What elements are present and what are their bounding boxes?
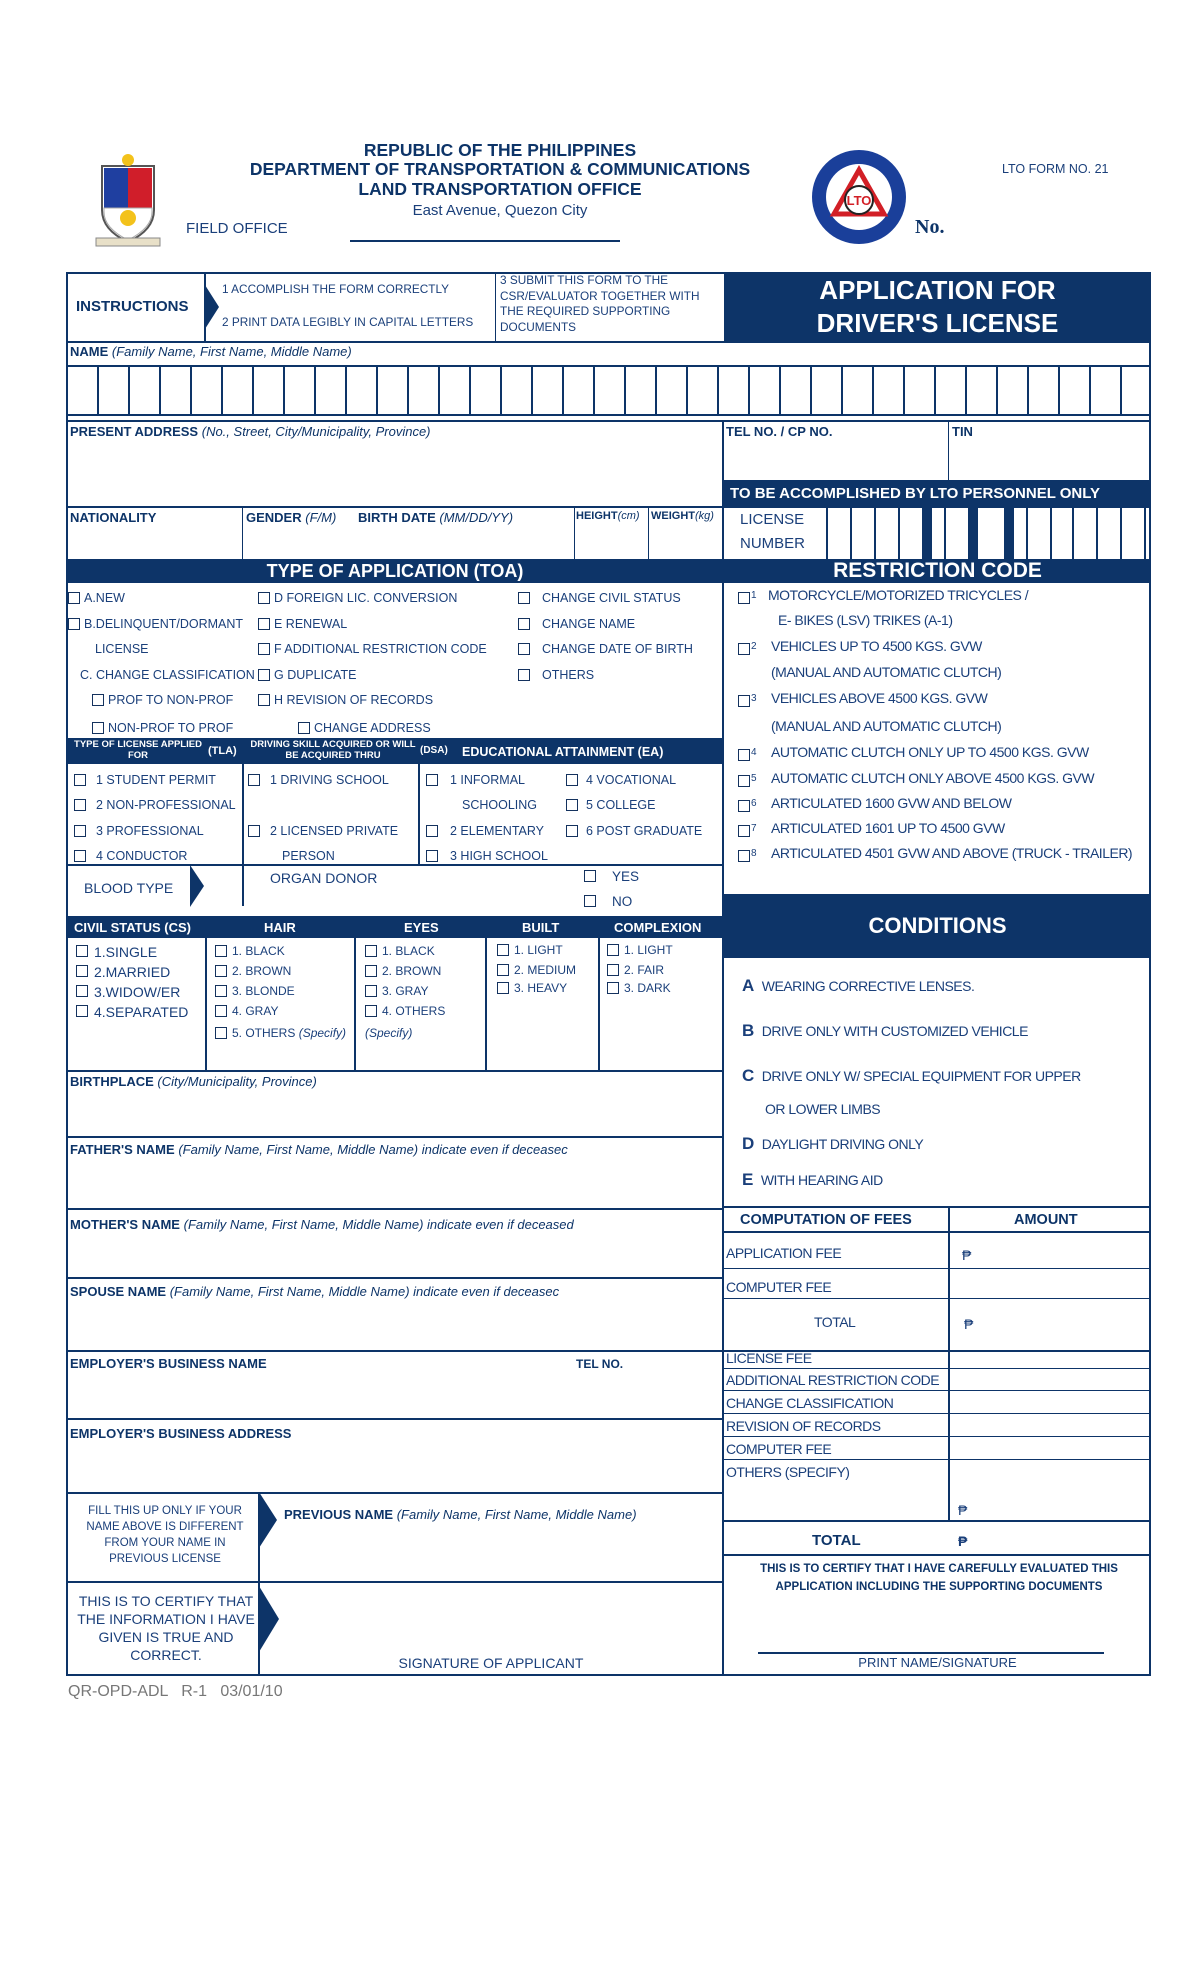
name-box-divider <box>159 366 161 415</box>
toa-renewal[interactable]: E RENEWAL <box>274 617 347 631</box>
name-box-divider <box>97 366 99 415</box>
gender-label: GENDER (F/M) <box>246 510 337 525</box>
dsa-private[interactable]: 2 LICENSED PRIVATE <box>270 824 398 838</box>
name-box-divider <box>624 366 626 415</box>
fee-revision: REVISION OF RECORDS <box>726 1418 881 1434</box>
name-box-divider <box>128 366 130 415</box>
restriction-3[interactable]: 3 VEHICLES ABOVE 4500 KGS. GVW <box>771 690 987 706</box>
restriction-6[interactable]: 6 ARTICULATED 1600 GVW AND BELOW <box>771 795 1011 811</box>
certify-statement: THIS IS TO CERTIFY THAT THE INFORMATION I HAVE GIVEN IS TRUE AND CORRECT. <box>77 1593 255 1663</box>
dsa-driving-school[interactable]: 1 DRIVING SCHOOL <box>270 773 389 787</box>
ea-elementary[interactable]: 2 ELEMENTARY <box>450 824 544 838</box>
ea-postgrad[interactable]: 6 POST GRADUATE <box>586 824 702 838</box>
cs-single[interactable]: 1.SINGLE <box>94 944 157 960</box>
instruction-step-2: 2 PRINT DATA LEGIBLY IN CAPITAL LETTERS <box>222 315 474 329</box>
restriction-1[interactable]: 1 MOTORCYCLE/MOTORIZED TRICYCLES / <box>768 587 1028 603</box>
application-title-line-1: APPLICATION FOR <box>819 275 1056 305</box>
complexion-fair[interactable]: 2. FAIR <box>624 963 664 977</box>
tla-title: TYPE OF LICENSE APPLIED FOR <box>74 739 202 761</box>
present-address-label: PRESENT ADDRESS (No., Street, City/Municipality, Province) <box>70 424 431 439</box>
tin-label: TIN <box>952 424 973 439</box>
application-title-box <box>724 272 1151 342</box>
built-medium[interactable]: 2. MEDIUM <box>514 963 576 977</box>
employer-name-label: EMPLOYER'S BUSINESS NAME <box>70 1356 267 1371</box>
lto-logo-icon <box>810 148 908 246</box>
fill-up-note: FILL THIS UP ONLY IF YOUR NAME ABOVE IS DIFFERENT FROM YOUR NAME IN PREVIOUS LICENSE <box>86 1505 244 1565</box>
blood-type-arrow <box>190 865 204 907</box>
ea-college[interactable]: 5 COLLEGE <box>586 798 655 812</box>
tla-pro[interactable]: 3 PROFESSIONAL <box>96 824 204 838</box>
mother-label: MOTHER'S NAME (Family Name, First Name, Middle Name) indicate even if deceased <box>70 1217 574 1232</box>
field-office-line <box>350 240 620 242</box>
fee-additional: ADDITIONAL RESTRICTION CODE <box>726 1372 940 1388</box>
evaluated-statement: THIS IS TO CERTIFY THAT I HAVE CAREFULLY EVALUATED THIS APPLICATION INCLUDING THE SUPPORTING DOCUMENTS <box>760 1563 1118 1593</box>
restriction-2-cont: (MANUAL AND AUTOMATIC CLUTCH) <box>771 664 1002 680</box>
name-box-divider <box>252 366 254 415</box>
fee-total-1: TOTAL <box>814 1314 856 1330</box>
print-name-label: PRINT NAME/SIGNATURE <box>858 1655 1017 1670</box>
form-number: LTO FORM NO. 21 <box>1002 162 1109 176</box>
lto-logo-text: LTO <box>846 193 872 208</box>
restriction-1-cont: E- BIKES (LSV) TRIKES (A-1) <box>778 612 953 628</box>
name-box-divider <box>779 366 781 415</box>
fee-grand-total-peso: ₱ <box>958 1533 967 1549</box>
hair-brown[interactable]: 2. BROWN <box>232 964 291 978</box>
toa-others[interactable]: OTHERS <box>542 668 594 682</box>
fee-computer: COMPUTER FEE <box>726 1279 832 1295</box>
restriction-8[interactable]: 8 ARTICULATED 4501 GVW AND ABOVE (TRUCK - TRAILER) <box>771 845 1132 861</box>
instructions-arrow <box>205 285 219 329</box>
center-divider <box>722 559 724 1676</box>
instructions-title: INSTRUCTIONS <box>76 298 189 315</box>
name-box-divider <box>531 366 533 415</box>
conditions-bar: CONDITIONS <box>724 894 1151 958</box>
toa-change-classification: C. CHANGE CLASSIFICATION <box>80 668 255 682</box>
restriction-7[interactable]: 7 ARTICULATED 1601 UP TO 4500 GVW <box>771 820 1005 836</box>
application-title-line-2: DRIVER'S LICENSE <box>816 308 1059 338</box>
header-republic: REPUBLIC OF THE PHILIPPINES <box>363 140 637 160</box>
license-box-divider <box>874 506 876 560</box>
license-box-divider <box>968 506 978 560</box>
name-box-divider <box>965 366 967 415</box>
organ-donor-label: ORGAN DONOR <box>270 870 378 886</box>
license-box-divider <box>1096 506 1098 560</box>
built-heavy[interactable]: 3. HEAVY <box>514 981 567 995</box>
dsa-title: DRIVING SKILL ACQUIRED OR WILL BE ACQUIRED THRU <box>250 739 416 761</box>
name-box-divider <box>283 366 285 415</box>
license-box-divider <box>898 506 900 560</box>
license-box-divider <box>1120 506 1122 560</box>
name-box-divider <box>748 366 750 415</box>
name-box-divider <box>314 366 316 415</box>
license-number-label: LICENSE NUMBER <box>740 511 806 552</box>
signature-label: SIGNATURE OF APPLICANT <box>398 1655 584 1671</box>
fee-others: OTHERS (SPECIFY) <box>726 1464 850 1480</box>
cs-married[interactable]: 2.MARRIED <box>94 964 170 980</box>
hair-others[interactable]: 5. OTHERS (Specify) <box>232 1026 346 1040</box>
ea-informal-cont: SCHOOLING <box>462 798 538 812</box>
cs-widow[interactable]: 3.WIDOW/ER <box>94 984 180 1000</box>
height-label: HEIGHT(cm) <box>576 510 640 522</box>
name-box-divider <box>1027 366 1029 415</box>
license-box-divider <box>1144 506 1146 560</box>
father-label: FATHER'S NAME (Family Name, First Name, Middle Name) indicate even if deceasec <box>70 1142 568 1157</box>
name-box-divider <box>934 366 936 415</box>
lto-personnel-bar: TO BE ACCOMPLISHED BY LTO PERSONNEL ONLY <box>724 480 1151 506</box>
previous-name-label: PREVIOUS NAME (Family Name, First Name, Middle Name) <box>284 1507 637 1522</box>
name-box-divider <box>345 366 347 415</box>
license-box-divider <box>922 506 932 560</box>
certify-arrow <box>259 1586 279 1652</box>
toa-new[interactable]: A.NEW <box>84 591 125 605</box>
name-box-divider <box>872 366 874 415</box>
name-box-divider <box>221 366 223 415</box>
ea-highschool[interactable]: 3 HIGH SCHOOL <box>450 849 548 863</box>
complexion-light[interactable]: 1. LIGHT <box>624 943 673 957</box>
complexion-dark[interactable]: 3. DARK <box>624 981 671 995</box>
toa-prof-to-nonprof[interactable]: PROF TO NON-PROF <box>108 693 233 707</box>
eyes-specify: (Specify) <box>365 1026 413 1040</box>
header-department: DEPARTMENT OF TRANSPORTATION & COMMUNICATIONS <box>249 159 751 179</box>
toa-change-address[interactable]: CHANGE ADDRESS <box>314 721 431 735</box>
ea-title: EDUCATIONAL ATTAINMENT (EA) <box>462 745 664 759</box>
hair-black[interactable]: 1. BLACK <box>232 944 285 958</box>
toa-foreign[interactable]: D FOREIGN LIC. CONVERSION <box>274 591 457 605</box>
fees-title: COMPUTATION OF FEES <box>740 1212 912 1228</box>
name-box-divider <box>500 366 502 415</box>
license-box-divider <box>1050 506 1052 560</box>
tla-conductor[interactable]: 4 CONDUCTOR <box>96 849 187 863</box>
name-box-divider <box>438 366 440 415</box>
hair-gray[interactable]: 4. GRAY <box>232 1004 278 1018</box>
name-box-divider <box>562 366 564 415</box>
name-box-divider <box>593 366 595 415</box>
name-box-divider <box>190 366 192 415</box>
cs-separated[interactable]: 4.SEPARATED <box>94 1004 188 1020</box>
toa-delinquent-cont: LICENSE <box>95 642 149 656</box>
restriction-4[interactable]: 4 AUTOMATIC CLUTCH ONLY UP TO 4500 KGS. GVW <box>771 744 1089 760</box>
birthplace-label: BIRTHPLACE (City/Municipality, Province) <box>70 1074 317 1089</box>
tla-code: (TLA) <box>208 745 237 757</box>
built-title: BUILT <box>522 920 560 935</box>
toa-delinquent[interactable]: B.DELINQUENT/DORMANT <box>84 617 243 631</box>
spouse-label: SPOUSE NAME (Family Name, First Name, Middle Name) indicate even if deceasec <box>70 1284 560 1299</box>
hair-title: HAIR <box>264 920 296 935</box>
fee-grand-total: TOTAL <box>812 1532 861 1549</box>
condition-c: C DRIVE ONLY W/ SPECIAL EQUIPMENT FOR UPPER <box>742 1066 1081 1085</box>
name-box-divider <box>996 366 998 415</box>
condition-b: B DRIVE ONLY WITH CUSTOMIZED VEHICLE <box>742 1021 1028 1040</box>
blood-type-label: BLOOD TYPE <box>84 880 174 896</box>
fee-application-peso: ₱ <box>962 1247 971 1263</box>
employer-address-label: EMPLOYER'S BUSINESS ADDRESS <box>70 1426 292 1441</box>
fee-computer-2: COMPUTER FEE <box>726 1441 832 1457</box>
toa-revision[interactable]: H REVISION OF RECORDS <box>274 693 433 707</box>
toa-change-dob[interactable]: CHANGE DATE OF BIRTH <box>542 642 693 656</box>
restriction-code-bar: RESTRICTION CODE <box>724 559 1151 583</box>
tla-nonpro[interactable]: 2 NON-PROFESSIONAL <box>96 798 236 812</box>
eyes-black[interactable]: 1. BLACK <box>382 944 435 958</box>
name-input-boxes[interactable] <box>66 366 1151 415</box>
fee-total-1-peso: ₱ <box>964 1316 973 1332</box>
fees-amount-title: AMOUNT <box>1014 1212 1078 1228</box>
toa-nonprof-to-prof[interactable]: NON-PROF TO PROF <box>108 721 233 735</box>
license-box-divider <box>850 506 852 560</box>
condition-e: E WITH HEARING AID <box>742 1170 883 1189</box>
name-box-divider <box>686 366 688 415</box>
name-box-divider <box>469 366 471 415</box>
header-address: East Avenue, Quezon City <box>412 202 588 219</box>
ea-informal[interactable]: 1 INFORMAL <box>450 773 525 787</box>
license-box-divider <box>1026 506 1028 560</box>
header-office: LAND TRANSPORTATION OFFICE <box>358 179 642 199</box>
instruction-step-3: 3 SUBMIT THIS FORM TO THE CSR/EVALUATOR TOGETHER WITH THE REQUIRED SUPPORTING DOCUMENTS <box>500 273 700 334</box>
license-box-divider <box>1072 506 1074 560</box>
name-box-divider <box>1120 366 1122 415</box>
previous-name-arrow <box>259 1492 277 1548</box>
name-box-divider <box>1058 366 1060 415</box>
name-box-divider <box>655 366 657 415</box>
dsa-private-cont: PERSON <box>282 849 335 863</box>
eyes-title: EYES <box>404 920 439 935</box>
name-box-divider <box>841 366 843 415</box>
restriction-2[interactable]: 2 VEHICLES UP TO 4500 KGS. GVW <box>771 638 982 654</box>
condition-a: A WEARING CORRECTIVE LENSES. <box>742 976 975 995</box>
condition-c-cont: OR LOWER LIMBS <box>765 1101 881 1117</box>
restriction-5[interactable]: 5 AUTOMATIC CLUTCH ONLY ABOVE 4500 KGS. GVW <box>771 770 1094 786</box>
fee-others-peso: ₱ <box>958 1502 967 1518</box>
tla-student[interactable]: 1 STUDENT PERMIT <box>96 773 216 787</box>
license-box-divider <box>826 506 828 560</box>
instruction-step-1: 1 ACCOMPLISH THE FORM CORRECTLY <box>222 282 450 296</box>
no-label: No. <box>915 216 945 238</box>
name-box-divider <box>717 366 719 415</box>
name-box-divider <box>903 366 905 415</box>
toa-additional[interactable]: F ADDITIONAL RESTRICTION CODE <box>274 642 487 656</box>
eyes-brown[interactable]: 2. BROWN <box>382 964 441 978</box>
nationality-label: NATIONALITY <box>70 510 157 525</box>
name-box-divider <box>1089 366 1091 415</box>
condition-d: D DAYLIGHT DRIVING ONLY <box>742 1134 924 1153</box>
cs-title: CIVIL STATUS (CS) <box>74 920 191 935</box>
ea-vocational[interactable]: 4 VOCATIONAL <box>586 773 676 787</box>
license-number-boxes[interactable] <box>826 506 1151 560</box>
toa-change-civil[interactable]: CHANGE CIVIL STATUS <box>542 591 681 605</box>
hair-blonde[interactable]: 3. BLONDE <box>232 984 295 998</box>
eyes-others[interactable]: 4. OTHERS <box>382 1004 445 1018</box>
eyes-gray[interactable]: 3. GRAY <box>382 984 428 998</box>
toa-change-name[interactable]: CHANGE NAME <box>542 617 635 631</box>
tel-label: TEL NO. / CP NO. <box>726 424 833 439</box>
footer-code: QR-OPD-ADL R-1 03/01/10 <box>68 1683 283 1700</box>
built-light[interactable]: 1. LIGHT <box>514 943 563 957</box>
organ-donor-yes[interactable]: YES <box>612 869 639 884</box>
fee-application: APPLICATION FEE <box>726 1245 842 1261</box>
weight-label: WEIGHT(kg) <box>651 510 714 522</box>
toa-bar: TYPE OF APPLICATION (TOA) <box>66 559 724 583</box>
complexion-title: COMPLEXION <box>614 920 702 935</box>
license-box-divider <box>944 506 946 560</box>
name-box-divider <box>407 366 409 415</box>
birth-date-label: BIRTH DATE (MM/DD/YY) <box>358 510 514 525</box>
fee-change-class: CHANGE CLASSIFICATION <box>726 1395 894 1411</box>
organ-donor-no[interactable]: NO <box>612 894 632 909</box>
name-box-divider <box>810 366 812 415</box>
restriction-3-cont: (MANUAL AND AUTOMATIC CLUTCH) <box>771 718 1002 734</box>
field-office-label: FIELD OFFICE <box>186 220 288 237</box>
dsa-code: (DSA) <box>420 745 448 756</box>
fee-license: LICENSE FEE <box>726 1350 812 1366</box>
name-label: NAME (Family Name, First Name, Middle Name) <box>70 344 352 359</box>
name-box-divider <box>376 366 378 415</box>
employer-tel-label: TEL NO. <box>576 1357 624 1371</box>
toa-duplicate[interactable]: G DUPLICATE <box>274 668 356 682</box>
license-box-divider <box>1004 506 1014 560</box>
